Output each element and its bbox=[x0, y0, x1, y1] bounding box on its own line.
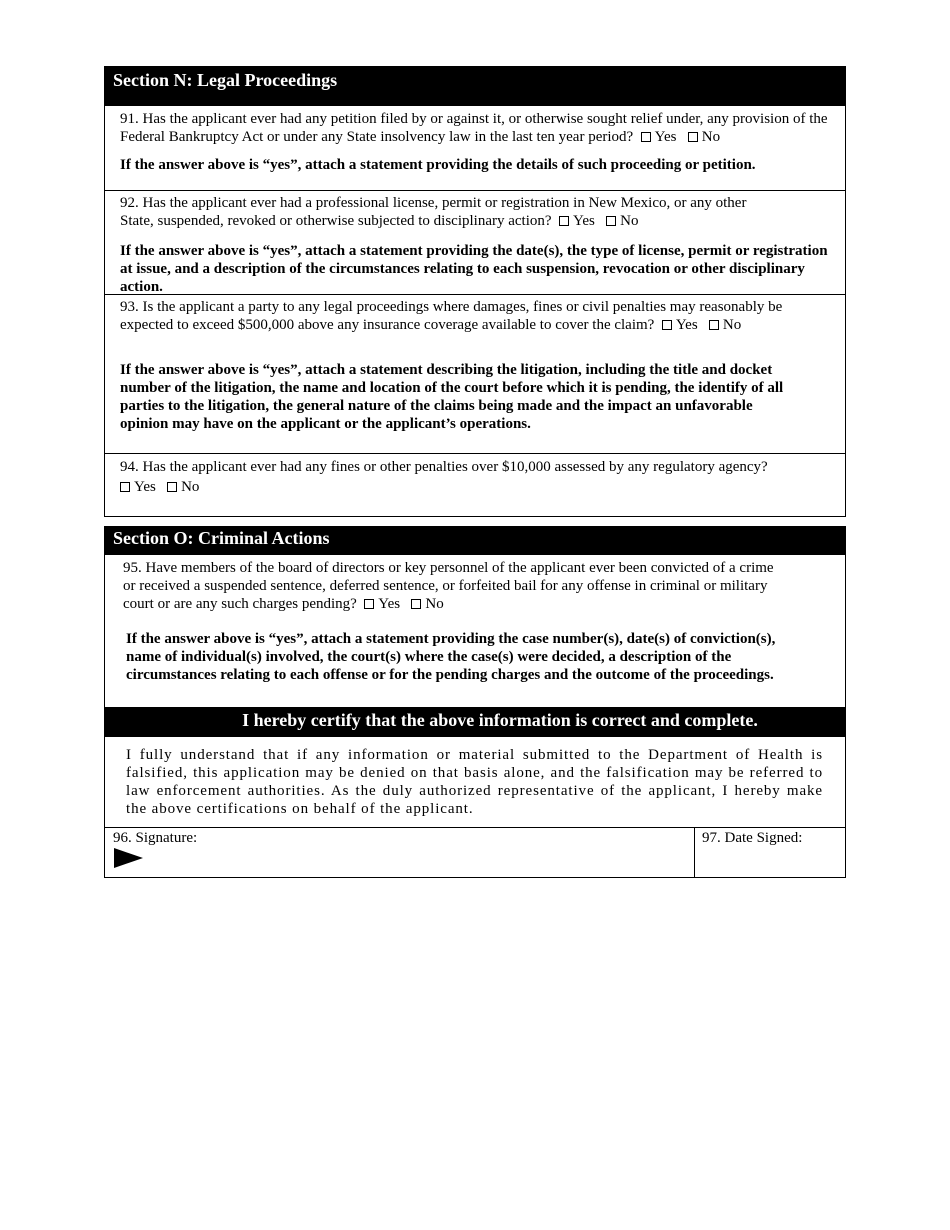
q95-no-checkbox[interactable] bbox=[411, 595, 443, 613]
q91-instruction: If the answer above is “yes”, attach a statement providing the details of such proceeding or petition. bbox=[120, 157, 756, 173]
section-n-header bbox=[104, 66, 846, 106]
date-signed-label: 97. Date Signed: bbox=[702, 830, 803, 846]
q91-no-checkbox[interactable] bbox=[688, 128, 720, 146]
question-92 bbox=[120, 194, 780, 230]
certification-title: I hereby certify that the above information is correct and complete. bbox=[242, 710, 758, 730]
checkbox-icon bbox=[559, 216, 569, 226]
divider bbox=[104, 190, 846, 191]
question-93 bbox=[120, 298, 792, 334]
checkbox-icon bbox=[662, 320, 672, 330]
question-92-text: 92. Has the applicant ever had a professional license, permit or registration in New Mexico, or any other State, suspended, revoked or otherwise subjected to disciplinary action? bbox=[120, 195, 747, 229]
certification-text: I fully understand that if any information or material submitted to the Department of Health is falsified, this application may be denied on that basis alone, and the falsification may be referred to law enforcement authorities. As the duly authorized representative of the applicant, I hereby make the above certifications on behalf of the applicant. bbox=[126, 747, 823, 817]
certification-header bbox=[104, 707, 846, 737]
q95-instruction: If the answer above is “yes”, attach a statement providing the case number(s), date(s) of conviction(s), name of individual(s) involved, the court(s) where the case(s) were decided, a description of the circumstances relating to each offense or for the pending charges and the outcome of the proceedings. bbox=[126, 631, 776, 683]
q95-yes-label: Yes bbox=[378, 596, 401, 612]
signature-label: 96. Signature: bbox=[113, 830, 198, 846]
q94-yes-checkbox[interactable] bbox=[120, 477, 156, 497]
checkbox-icon bbox=[709, 320, 719, 330]
checkbox-icon bbox=[364, 599, 374, 609]
q94-no-checkbox[interactable] bbox=[167, 477, 199, 497]
section-o-header bbox=[104, 526, 846, 555]
checkbox-icon bbox=[411, 599, 421, 609]
question-94-text: 94. Has the applicant ever had any fines or other penalties over $10,000 assessed by any regulatory agency? bbox=[120, 459, 768, 475]
checkbox-icon bbox=[641, 132, 651, 142]
question-93-text: 93. Is the applicant a party to any legal proceedings where damages, fines or civil penalties may reasonably be expected to exceed $500,000 above any insurance coverage available to cover the claim? bbox=[120, 299, 783, 333]
divider bbox=[104, 294, 846, 295]
checkbox-icon bbox=[606, 216, 616, 226]
section-o-title: Section O: Criminal Actions bbox=[113, 528, 330, 548]
q93-yes-label: Yes bbox=[675, 317, 698, 333]
q94-yes-label: Yes bbox=[134, 479, 156, 495]
q93-no-checkbox[interactable] bbox=[709, 316, 741, 334]
question-94 bbox=[120, 457, 836, 497]
q95-no-label: No bbox=[425, 596, 444, 612]
q91-yes-label: Yes bbox=[654, 129, 677, 145]
checkbox-icon bbox=[120, 482, 130, 492]
question-95 bbox=[123, 559, 783, 613]
checkbox-icon bbox=[167, 482, 177, 492]
q91-no-label: No bbox=[701, 129, 721, 145]
checkbox-icon bbox=[688, 132, 698, 142]
arrow-right-icon bbox=[114, 848, 144, 868]
q92-no-checkbox[interactable] bbox=[606, 212, 638, 230]
q93-no-label: No bbox=[722, 317, 742, 333]
signature-field[interactable] bbox=[105, 828, 693, 877]
q92-no-label: No bbox=[620, 213, 639, 229]
q92-yes-label: Yes bbox=[573, 213, 595, 229]
q95-yes-checkbox[interactable] bbox=[364, 595, 400, 613]
q91-yes-checkbox[interactable] bbox=[641, 128, 677, 146]
section-n-title: Section N: Legal Proceedings bbox=[113, 70, 338, 90]
question-91-text: 91. Has the applicant ever had any petition filed by or against it, or otherwise sought relief under, any provision of the Federal Bankruptcy Act or under any State insolvency law in the last ten year period? bbox=[120, 111, 828, 145]
question-91 bbox=[120, 110, 836, 146]
q93-yes-checkbox[interactable] bbox=[662, 316, 698, 334]
question-95-text: 95. Have members of the board of directors or key personnel of the applicant ever been convicted of a crime or received a suspended sentence, deferred sentence, or forfeited bail for any offense in criminal or military court or are any such charges pending? bbox=[123, 560, 774, 612]
divider bbox=[104, 453, 846, 454]
q92-instruction: If the answer above is “yes”, attach a statement providing the date(s), the type of license, permit or registration at issue, and a description of the circumstances relating to each suspension, revocation or other disciplinary action. bbox=[120, 243, 828, 295]
q92-yes-checkbox[interactable] bbox=[559, 212, 595, 230]
date-signed-field[interactable] bbox=[695, 828, 845, 877]
q93-instruction: If the answer above is “yes”, attach a statement describing the litigation, including the title and docket number of the litigation, the name and location of the court before which it is pending, the identify of all parties to the litigation, the general nature of the claims being made and the impact an unfavorable opinion may have on the applicant or the applicant’s operations. bbox=[120, 362, 784, 432]
q94-no-label: No bbox=[181, 479, 200, 495]
